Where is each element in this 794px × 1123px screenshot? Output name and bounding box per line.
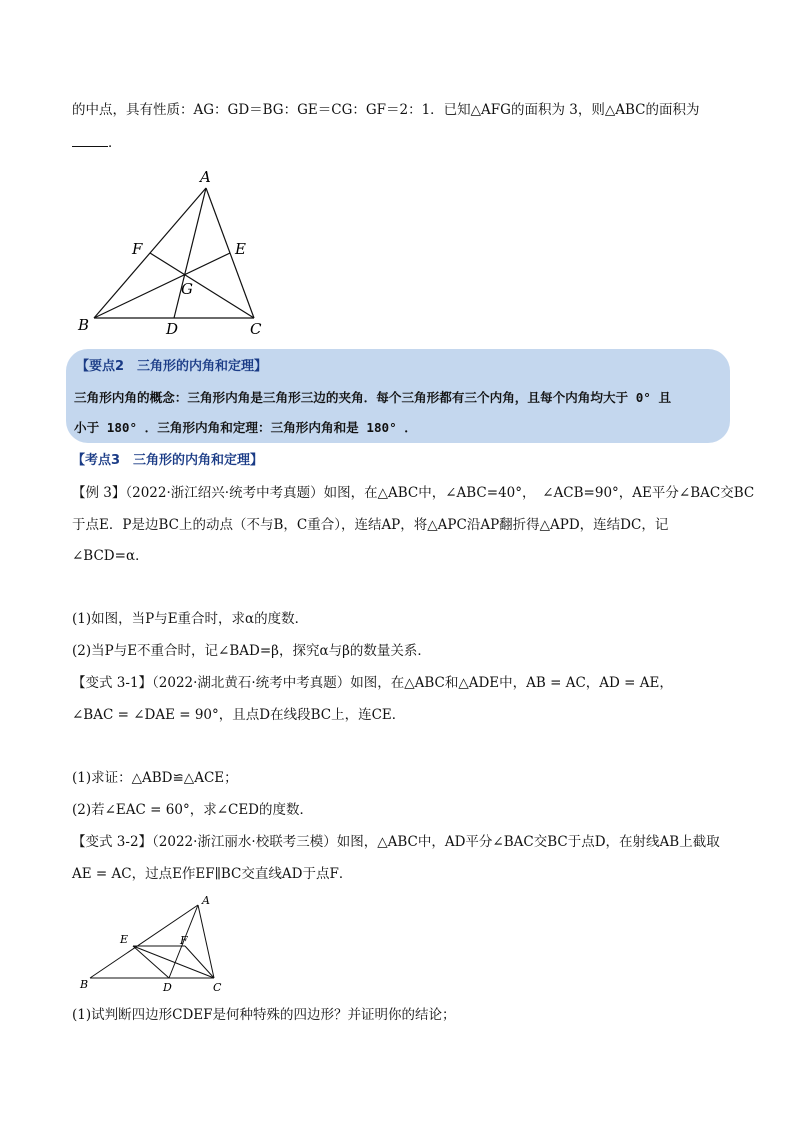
label-a: A — [200, 168, 211, 186]
variant31-line-1: 【变式 3-1】（2022·湖北黄石·统考中考真题）如图，在△ABC和△ADE中，AB = AC，AD = AE， — [72, 675, 673, 691]
label-d: D — [163, 981, 172, 994]
intro-line-2-suffix: ． — [108, 135, 122, 151]
segment-ec — [133, 946, 214, 978]
keypoint-callout — [66, 349, 730, 443]
variant32-line-1: 【变式 3-2】（2022·浙江丽水·校联考三模）如图，△ABC中，AD平分∠BAC交BC于点D，在射线AB上截取 — [72, 834, 720, 850]
example3-question-2: (2)当P与E不重合时，记∠BAD=β，探究α与β的数量关系． — [72, 643, 431, 659]
intro-line-1: 的中点，具有性质：AG：GD＝BG：GE＝CG：GF＝2：1．已知△AFG的面积为 3，则△ABC的面积为 — [72, 102, 700, 118]
example3-line-3: ∠BCD=α． — [72, 548, 149, 564]
label-b: B — [80, 978, 89, 991]
variant31-line-2: ∠BAC = ∠DAE = 90°，且点D在线段BC上，连CE． — [72, 707, 406, 723]
segment-fc — [185, 946, 214, 978]
variant32-question-1: (1)试判断四边形CDEF是何种特殊的四边形？并证明你的结论； — [72, 1007, 456, 1023]
segment-ed — [133, 946, 169, 978]
keypoint-title: 【要点2 三角形的内角和定理】 — [76, 359, 268, 374]
variant31-question-1: (1)求证：△ABD≌△ACE； — [72, 770, 238, 786]
median-be — [94, 253, 230, 318]
label-f: F — [132, 240, 143, 258]
label-b: B — [78, 316, 90, 334]
label-e: E — [235, 240, 246, 258]
label-d: D — [166, 320, 179, 338]
label-f: F — [180, 934, 188, 947]
label-c: C — [213, 981, 222, 994]
example3-line-1: 【例 3】（2022·浙江绍兴·统考中考真题）如图，在△ABC中，∠ABC=40°， ∠ACB=90°，AE平分∠BAC交BC — [72, 485, 755, 501]
median-ad — [174, 188, 206, 318]
label-c: C — [250, 320, 262, 338]
answer-blank — [72, 132, 108, 147]
side-ac — [198, 905, 214, 978]
exam-point-title: 【考点3 三角形的内角和定理】 — [72, 453, 264, 468]
keypoint-line-1: 三角形内角的概念：三角形内角是三角形三边的夹角．每个三角形都有三个内角，且每个内角均大于 0° 且 — [74, 390, 672, 405]
variant32-line-2: AE = AC，过点E作EF∥BC交直线AD于点F． — [72, 866, 353, 882]
intro-line-2 — [72, 132, 122, 153]
keypoint-line-2: 小于 180° ．三角形内角和定理：三角形内角和是 180° ． — [74, 420, 417, 435]
quadrilateral-figure — [74, 892, 236, 996]
label-a: A — [202, 894, 210, 907]
example3-question-1: (1)如图，当P与E重合时，求α的度数． — [72, 611, 309, 627]
label-g: G — [181, 280, 193, 298]
example3-line-2: 于点E．P是边BC上的动点（不与B，C重合），连结AP，将△APC沿AP翻折得△APD，连结DC，记 — [72, 517, 669, 533]
triangle-medians-figure — [70, 160, 280, 342]
variant31-question-2: (2)若∠EAC = 60°，求∠CED的度数． — [72, 802, 314, 818]
median-cf — [150, 253, 254, 318]
label-e: E — [120, 933, 129, 946]
